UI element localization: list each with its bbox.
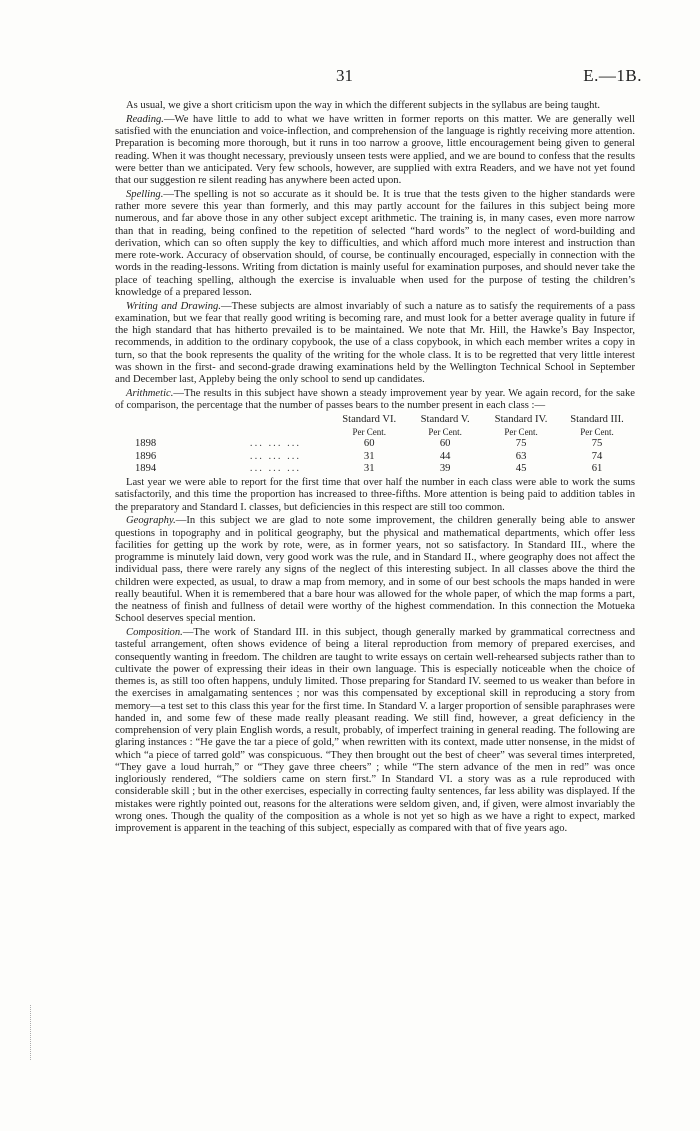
table-cell: 31 xyxy=(363,450,375,462)
reading-text: —We have little to add to what we have written in former reports on this matter. We are generally well satisfied with the enunciation and voice-inflection, and comprehension of the language is rightly receiving more attention. Preparation is becoming more thorough, but it runs in too narrow a groove, little encouragement being given to general reading. When it was thought necessary, previously unseen tests were applied, and we are bound to confess that the results were better than we anticipated. Very few schools, however, are supplied with extra Readers, and we have not yet found that our suggestion re silent reading has anywhere been acted upon. xyxy=(115,113,635,186)
table-cell: 75 xyxy=(515,438,527,450)
page-number: 31 xyxy=(336,66,353,85)
dot-leader: ... ... ... xyxy=(249,462,302,474)
table-cell: 39 xyxy=(439,462,451,474)
table-row xyxy=(115,463,635,475)
document-reference: E.—1B. xyxy=(583,66,642,85)
geography-text: —In this subject we are glad to note some improvement, the children generally being able to answer questions in topography and in political geography, but the physical and mathematical departments, which offer less facilities for getting up the work by rote, were, as in former years, not so satisfactory. In Standard III., where the programme is minutely laid down, very good work was the rule, and in Standard II., where geography does not affect the individual pass, there were rarely any signs of the neglect of this interesting subject. In all classes above the third the children were expected, as usual, to draw a map from memory, and in some of our best schools the maps handed in were really beautiful. When it is remembered that a bare hour was allowed for the whole paper, of which the map forms a part, the neatness of finish and fullness of detail were worthy of the highest commendation. In this connection the Motueka School deserves special mention. xyxy=(115,515,635,625)
table-cell: 61 xyxy=(591,462,603,474)
arithmetic-pass-table xyxy=(115,414,635,475)
table-unit-row xyxy=(115,426,635,438)
column-header: Standard III. xyxy=(570,413,624,425)
writing-text: —These subjects are almost invariably of such a nature as to satisfy the requirements of a pass examination, but we fear that really good writing is becoming rare, and must look for a better average quality in future if the high standard that has hitherto prevailed is to be maintained. We note that Mr. Hill, the Hawke’s Bay Inspector, recommends, in addition to the ordinary copybook, the use of a class copybook, in which each member writes a copy in turn, so that the book represents the quality of the writing for the whole class. It is to be regretted that very little interest was shown in the first- and second-grade drawing examinations held by the Wellington Technical School in September and December last, Appleby being the only school to send up candidates. xyxy=(115,300,635,385)
arithmetic-paragraph xyxy=(115,388,635,413)
table-cell: 44 xyxy=(439,450,451,462)
row-year: 1898 xyxy=(135,438,157,450)
column-header: Standard IV. xyxy=(494,413,548,425)
table-cell: 60 xyxy=(363,438,375,450)
table-cell: 60 xyxy=(439,438,451,450)
composition-paragraph xyxy=(115,627,635,835)
reading-heading: Reading. xyxy=(126,113,164,125)
column-unit: Per Cent. xyxy=(504,427,538,437)
table-cell: 31 xyxy=(363,462,375,474)
row-year: 1894 xyxy=(135,462,157,474)
spelling-text: —The spelling is not so accurate as it should be. It is true that the tests given to the higher standards were rather more severe this year than formerly, and this may partly account for the failures in this subject being more numerous, and far above those in any other subject except arithmetic. The training is, in many cases, even more narrow than that in reading, being confined to the repetition of selected “hard words” to the neglect of word-building and derivation, which can so often supply the key to difficulties, and which afford much more interest and instruction than mere rote-work. Accuracy of observation should, of course, be continually encouraged, especially in connection with the words in the reading-lessons. Writing from dictation is mainly useful for examination purposes, and should never take the place of teaching spelling, although the exercise is invaluable when used for the purpose of testing the children’s knowledge of a prepared lesson. xyxy=(115,188,635,298)
reading-paragraph xyxy=(115,114,635,188)
column-unit: Per Cent. xyxy=(580,427,614,437)
page-header xyxy=(0,66,700,86)
dot-leader: ... ... ... xyxy=(249,450,302,462)
table-header-row xyxy=(115,414,635,426)
table-cell: 74 xyxy=(591,450,603,462)
table-cell: 75 xyxy=(591,438,603,450)
table-row xyxy=(115,451,635,463)
spelling-paragraph xyxy=(115,189,635,299)
spelling-heading: Spelling. xyxy=(126,188,164,200)
geography-heading: Geography. xyxy=(126,515,176,527)
column-unit: Per Cent. xyxy=(428,427,462,437)
table-cell: 45 xyxy=(515,462,527,474)
arithmetic-followup-paragraph: Last year we were able to report for the first time that over half the number in each class were able to work the sums satisfactorily, and this time the proportion has increased to three-fifths. More attention is being paid to addition tables in the preparatory and Standard I. classes, but deficiencies in this respect are still too common. xyxy=(115,477,635,513)
intro-paragraph: As usual, we give a short criticism upon the way in which the different subjects in the syllabus are being taught. xyxy=(126,100,601,111)
table-row xyxy=(115,438,635,450)
table-cell: 63 xyxy=(515,450,527,462)
arithmetic-text: —The results in this subject have shown a steady improvement year by year. We again record, for the sake of comparison, the percentage that the number of passes bears to the number present in each class :— xyxy=(115,387,635,411)
arithmetic-heading: Arithmetic. xyxy=(126,387,174,399)
margin-scan-mark xyxy=(30,1005,33,1060)
composition-text: —The work of Standard III. in this subject, though generally marked by grammatical correctness and tasteful arrangement, often shows evidence of being a literal reproduction from memory of prepared exercises, and consequently wanting in freedom. The children are taught to write essays on certain well-rehearsed subjects rather than to cultivate the power of expressing their ideas in their own language. This is especially noticeable when the choice of themes is, as still too often happens, unduly limited. Those preparing for Standard IV. seemed to us weaker than before in the exercises in amalgamating sentences ; nor was this compensated by exceptional skill in reproducing a story from memory—a test set to this class this year for the first time. In Standard V. a larger proportion of sensible paraphrases were handed in, and some few of these made really pleasant reading. We still find, however, a great deficiency in the comprehension of very plain English words, a result, probably, of imperfect training in general reading. The following are glaring instances : “He gave the tar a piece of gold,” when rewritten with its context, made utter nonsense, in the midst of which “a piece of tarred gold” was conspicuous. “They then brought out the best of cheer” was several times interpreted, “They gave a loud hurrah,” or “They gave three cheers” ; while “The stern advance of the men in red” was once ingloriously rendered, “The soldiers came on stern first.” In Standard VI. a story was as a rule reproduced with considerable skill ; but in the other exercises, especially in correcting faulty sentences, far less ability was displayed. If the mistakes were rightly pointed out, reasons for the alterations were seldom given, and, if given, were almost invariably the wrong ones. Though the quality of the composition as a whole is not yet so high as we have a right to expect, marked improvement is apparent in the teaching of this subject, especially as compared with that of five years ago. xyxy=(115,627,635,834)
composition-heading: Composition. xyxy=(126,627,183,638)
report-body xyxy=(115,100,635,837)
column-header: Standard V. xyxy=(420,413,470,425)
geography-paragraph xyxy=(115,515,635,625)
dot-leader: ... ... ... xyxy=(249,438,302,450)
column-unit: Per Cent. xyxy=(352,427,386,437)
row-year: 1896 xyxy=(135,450,157,462)
column-header: Standard VI. xyxy=(342,413,397,425)
writing-paragraph xyxy=(115,301,635,387)
writing-heading: Writing and Drawing. xyxy=(126,300,221,312)
